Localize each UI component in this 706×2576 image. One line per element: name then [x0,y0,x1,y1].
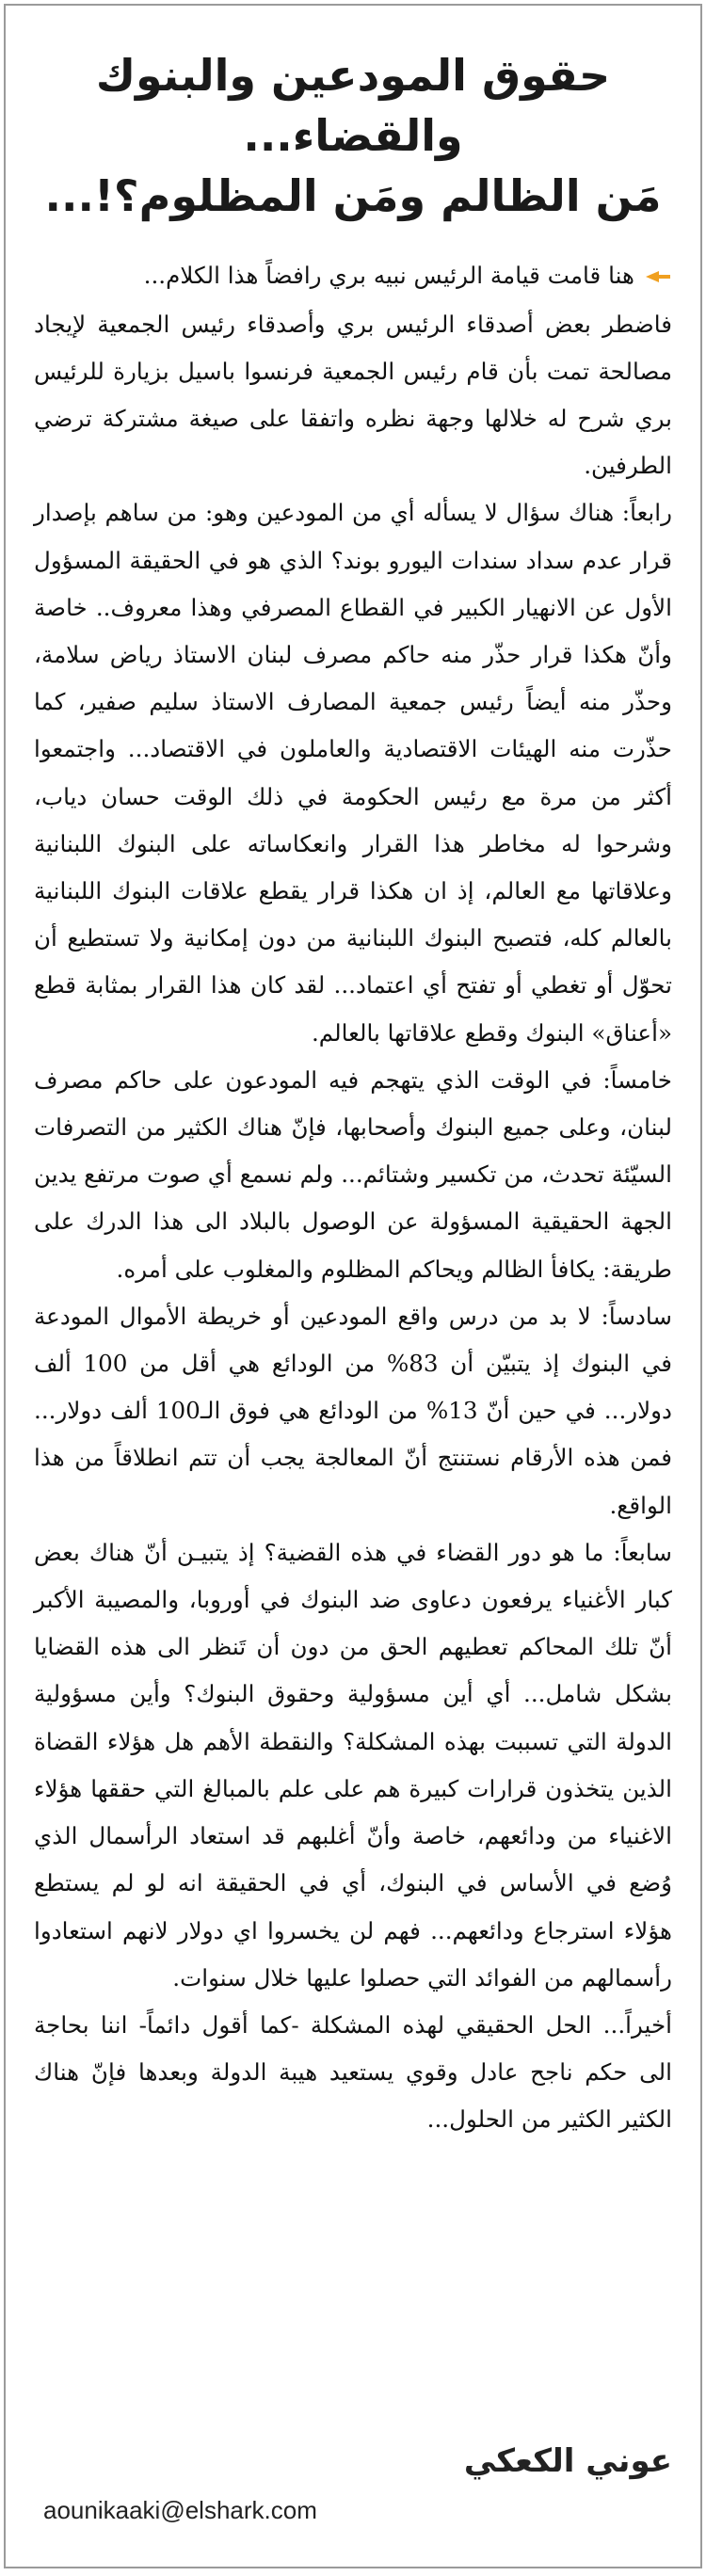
author-email[interactable]: aounikaaki@elshark.com [43,2496,317,2524]
paragraph: سابعاً: ما هو دور القضاء في هذه القضية؟ إذ يتبيـن أنّ هناك بعض كبار الأغنياء يرفعون دعاوى ضد البنوك في أوروبا، والمصيبة الأكبر أنّ تلك المحاكم تعطيهم الحق من دون أن تَنظر الى هذه القضايا بشكل شامل... أي أين مسؤولية وحقوق البنوك؟ وأين مسؤولية الدولة التي تسببت بهذه المشكلة؟ والنقطة الأهم هل هؤلاء القضاة الذين يتخذون قرارات كبيرة هم على علم بالمبالغ التي حققها هؤلاء الاغنياء من ودائعهم، خاصة وأنّ أغلبهم قد استعاد الرأسمال الذي وُضع في الأساس في البنوك، أي في الحقيقة انه لو لم يستطع هؤلاء استرجاع ودائعهم... فهم لن يخسروا اي دولار لانهم استعادوا رأسمالهم من الفوائد التي حصلوا عليها خلال سنوات. [34,1538,672,1992]
headline [6,6,700,226]
paragraph: فاضطر بعض أصدقاء الرئيس بري وأصدقاء رئيس الجمعية لإيجاد مصالحة تمت بأن قام رئيس الجمعية فرنسوا باسيل بزيارة للرئيس بري شرح له خلالها وجهة نظره واتفقا على صيغة مشتركة ترضي الطرفين. [34,310,672,480]
paragraph: سادساً: لا بد من درس واقع المودعين أو خريطة الأموال المودعة في البنوك إذ يتبيّن أن 83% من الودائع هي أقل من 100 ألف دولار... في حين أنّ 13% من الودائع هي فوق الـ100 ألف دولار... فمن هذه الأرقام نستنتج أنّ المعالجة يجب أن تتم انطلاقاً من هذا الواقع. [34,1302,673,1519]
paragraph-lead: هنا قامت قيامة الرئيس نبيه بري رافضاً هذا الكلام... [34,252,672,301]
arrow-left-icon [644,253,672,300]
article-body [6,226,700,2144]
article-title-line-1: حقوق المودعين والبنوك والقضاء... [95,50,611,161]
paragraph: أخيراً... الحل الحقيقي لهذه المشكلة -كما أقول دائماً- اننا بحاجة الى حكم ناجح عادل وقوي يستعيد هيبة الدولة وبعدها فإنّ هناك الكثير الكثير من الحلول... [34,2010,672,2134]
article-page [4,4,702,2568]
author-name: عوني الكعكي [463,2442,672,2480]
paragraph: خامساً: في الوقت الذي يتهجم فيه المودعون على حاكم مصرف لبنان، وعلى جميع البنوك وأصحابها، فإنّ هناك الكثير من التصرفات السيّئة تحدث، من تكسير وشتائم... ولم نسمع أي صوت مرتفع يدين الجهة الحقيقية المسؤولة عن الوصول بالبلاد الى هذا الدرك على طريقة: يكافأ الظالم ويحاكم المظلوم والمغلوب على أمره. [34,1065,672,1283]
article-title-line-2: مَن الظالم ومَن المظلوم؟!... [44,170,662,221]
paragraph: رابعاً: هناك سؤال لا يسأله أي من المودعين وهو: من ساهم بإصدار قرار عدم سداد سندات اليورو بوند؟ الذي هو في الحقيقة المسؤول الأول عن الانهيار الكبير في القطاع المصرفي وهذا معروف.. خاصة وأنّ هكذا قرار حذّر منه حاكم مصرف لبنان الاستاذ رياض سلامة، وحذّر منه أيضاً رئيس جمعية المصارف الاستاذ سليم صفير، كما حذّرت منه الهيئات الاقتصادية والعاملون في الاقتصاد... واجتمعوا أكثر من مرة مع رئيس الحكومة في ذلك الوقت حسان دياب، وشرحوا له مخاطر هذا القرار وانعكاساته على البنوك اللبنانية وعلاقاتها مع العالم، إذ ان هكذا قرار يقطع علاقات البنوك اللبنانية بالعالم كله، فتصبح البنوك اللبنانية من دون إمكانية ولا تستطيع أن تحوّل أو تغطي أو تفتح أي اعتماد... لقد كان هذا القرار بمثابة قطع «أعناق» البنوك وقطع علاقاتها بالعالم. [34,499,672,1047]
